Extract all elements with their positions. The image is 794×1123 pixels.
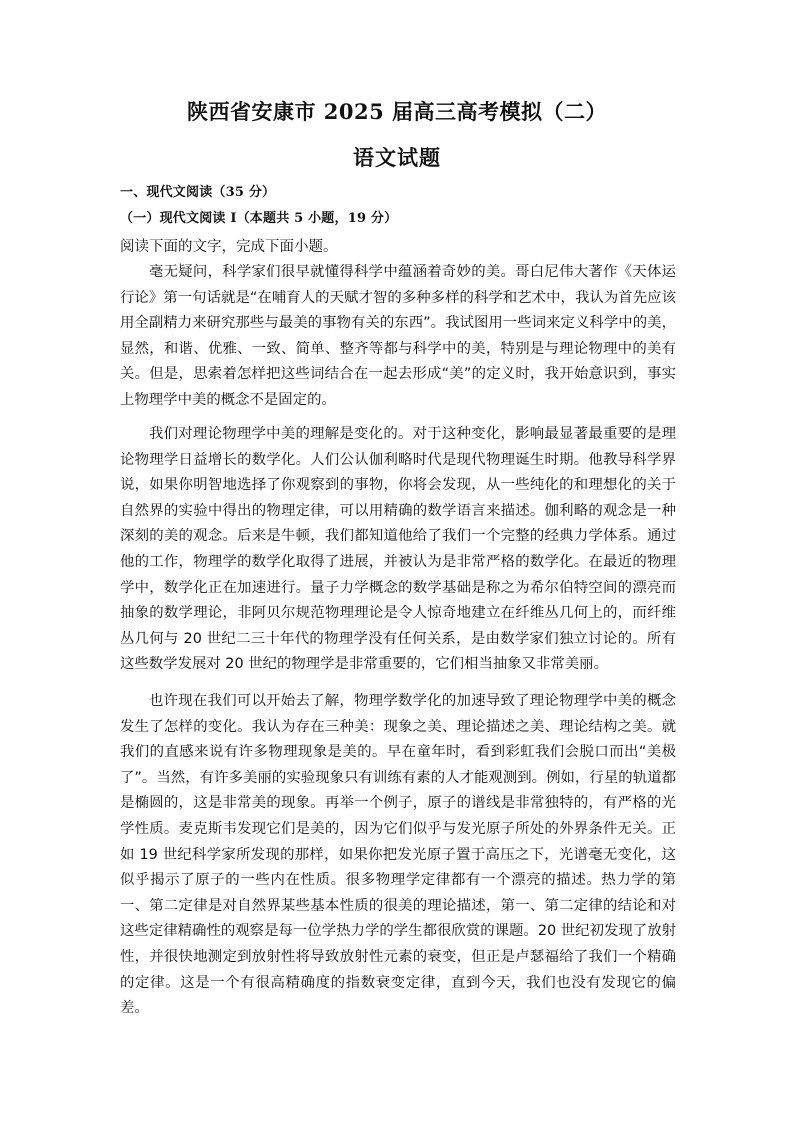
exam-title: 陕西省安康市 2025 届高三高考模拟（二） — [186, 99, 608, 124]
paragraph-text: 我们对理论物理学中美的理解是变化的。对于这种变化，影响最显著最重要的是理论物理学日益增长的数学化。人们公认伽利略时代是现代物理诞生时期。他教导科学界说，如果你明智地选择了你观察到的事物，你将会发现，从一些纯化的和理想化的关于自然界的实验中得出的物理定律，可以用精确的数学语言来描述。伽利略的观念是一种深刻的美的观念。后来是牛顿，我们都知道他给了我们一个完整的经典力学体系。通过他的工作，物理学的数学化取得了进展，并被认为是非常严格的数学化。在最近的物理学中，数学化正在加速进行。量子力学概念的数学基础是称之为希尔伯特空间的漂亮而抽象的数学理论，非阿贝尔规范物理理论是令人惊奇地建立在纤维丛几何上的，而纤维丛几何与 20 世纪二三十年代的物理学没有任何关系，是由数学家们独立讨论的。所有这些数学发展对 20 世纪的物理学是非常重要的，它们相当抽象又非常美丽。 — [120, 426, 676, 673]
section-heading: 一、现代文阅读（35 分） — [120, 185, 276, 200]
passage-paragraph-2 — [120, 422, 676, 678]
paragraph-text: 毫无疑问，科学家们很早就懂得科学中蕴涵着奇妙的美。哥白尼伟大著作《天体运行论》第一句话就是“在哺育人的天赋才智的多种多样的科学和艺术中，我认为首先应该用全副精力来研究那些与最美的事物有关的东西”。我试图用一些词来定义科学中的美，显然，和谐、优雅、一致、简单、整齐等都与科学中的美，特别是与理论物理中的美有关。但是，思索着怎样把这些词结合在一起去形成“美”的定义时，我开始意识到，事实上物理学中美的概念不是固定的。 — [120, 264, 676, 408]
passage-paragraph-3 — [120, 689, 676, 1022]
subsection-heading: （一）现代文阅读 Ⅰ（本题共 5 小题，19 分） — [120, 211, 398, 226]
instruction-text: 阅读下面的文字，完成下面小题。 — [120, 239, 338, 255]
paragraph-text: 也许现在我们可以开始去了解，物理学数学化的加速导致了理论物理学中美的概念发生了怎样的变化。我认为存在三种美：现象之美、理论描述之美、理论结构之美。就我们的直感来说有许多物理现象是美的。早在童年时，看到彩虹我们会脱口而出“美极了”。当然，有许多美丽的实验现象只有训练有素的人才能观测到。例如，行星的轨道都是椭圆的，这是非常美的现象。再举一个例子，原子的谱线是非常独特的，有严格的光学性质。麦克斯韦发现它们是美的，因为它们似乎与发光原子所处的外界条件无关。正如 19 世纪科学家所发现的那样，如果你把发光原子置于高压之下，光谱毫无变化，这似乎揭示了原子的一些内在性质。很多物理学定律都有一个漂亮的描述。热力学的第一、第二定律是对自然界某些基本性质的很美的理论描述，第一、第二定律的结论和对这些定律精确性的观察是每一位学热力学的学生都很欣赏的课题。20 世纪初发现了放射性，并很快地测定到放射性将导致放射性元素的衰变，但正是卢瑟福给了我们一个精确的定律。这是一个有很高精确度的指数衰变定律，直到今天，我们也没有发现它的偏差。 — [120, 693, 676, 1017]
passage-paragraph-1 — [120, 260, 676, 414]
exam-subject: 语文试题 — [353, 145, 441, 170]
